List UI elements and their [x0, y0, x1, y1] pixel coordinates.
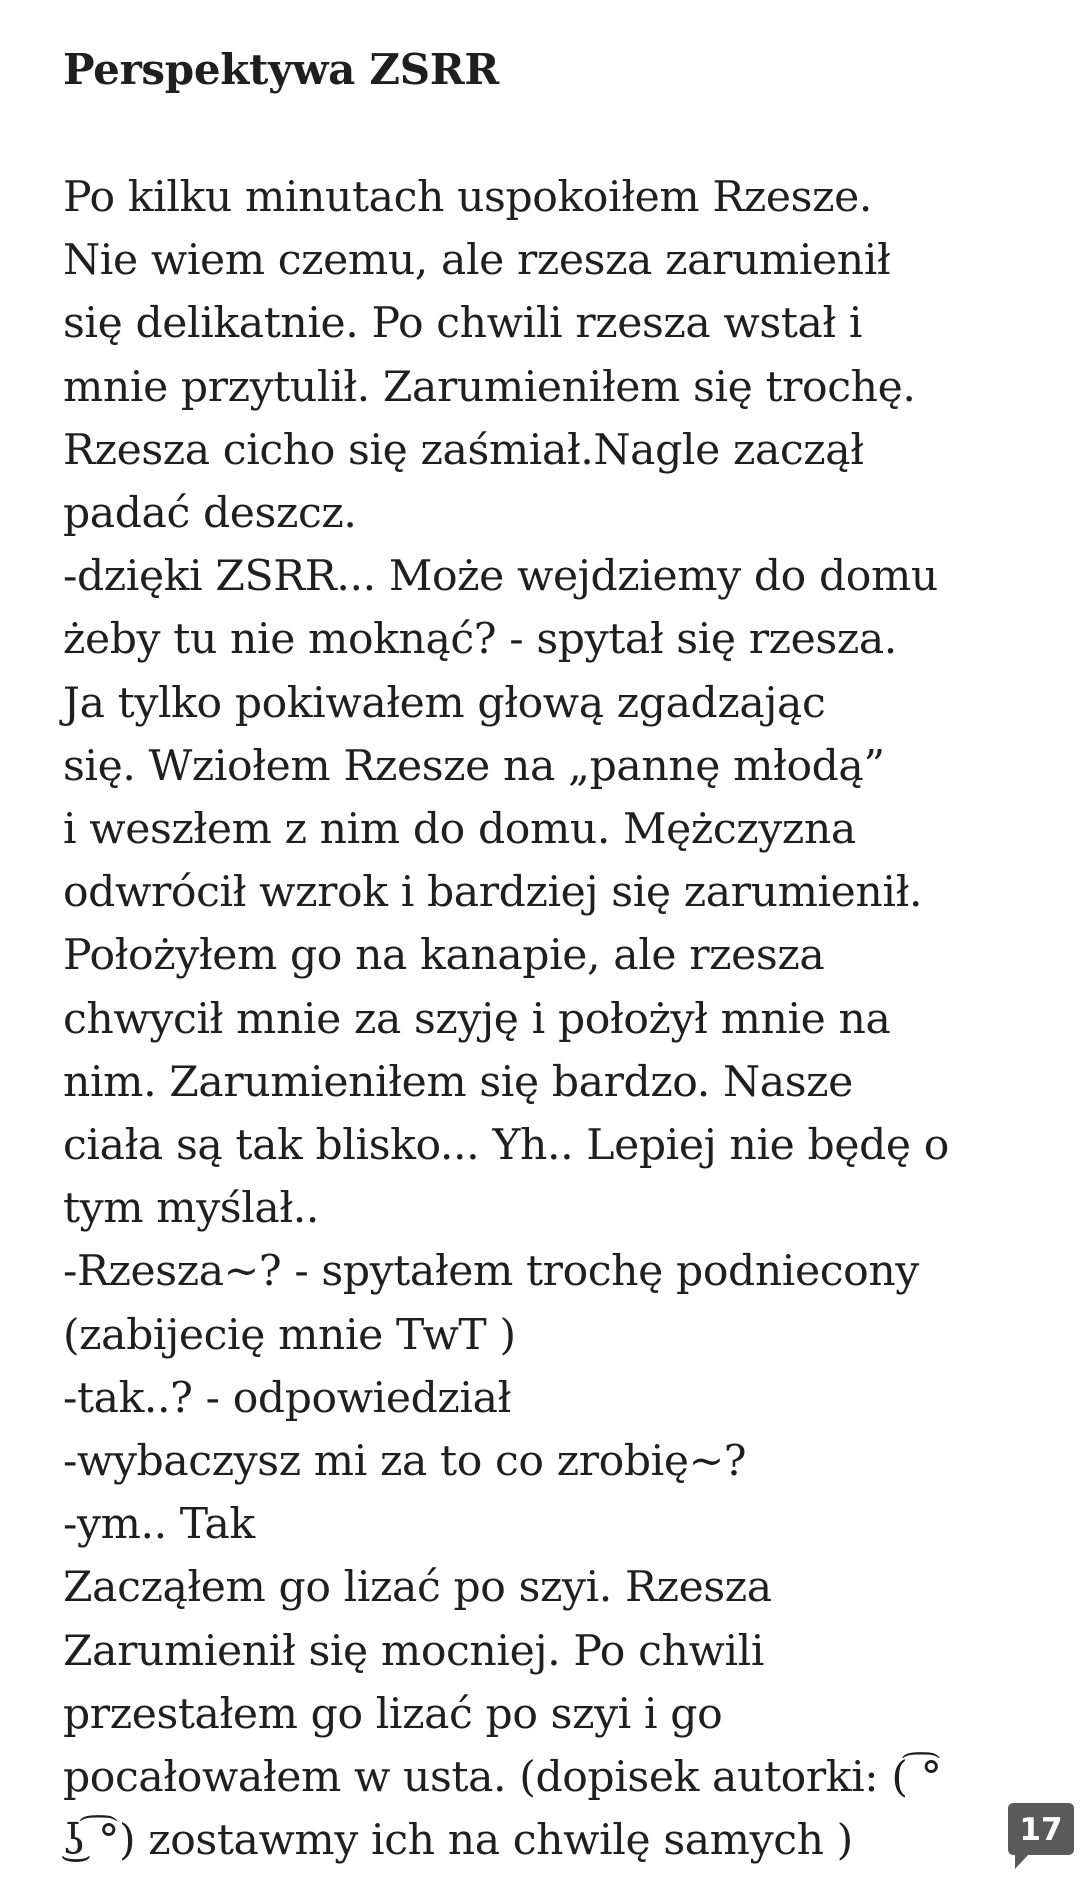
story-text: [63, 166, 1023, 1872]
story-line: odwrócił wzrok i bardziej się zarumienił.: [63, 868, 923, 918]
reader-content: [63, 38, 1023, 1872]
story-line: się delikatnie. Po chwili rzesza wstał i: [63, 299, 863, 349]
story-line: ciała są tak blisko... Yh.. Lepiej nie będę o: [63, 1121, 949, 1171]
comment-count: 17: [1019, 1812, 1063, 1848]
story-line: pocałowałem w usta. (dopisek autorki: ( ͡°: [63, 1753, 942, 1803]
story-line: Położyłem go na kanapie, ale rzesza: [63, 931, 825, 981]
story-line: -ym.. Tak: [63, 1500, 255, 1550]
story-line: i weszłem z nim do domu. Mężczyzna: [63, 805, 856, 855]
story-line: chwycił mnie za szyję i położył mnie na: [63, 994, 891, 1044]
story-line: Nie wiem czemu, ale rzesza zarumienił: [63, 236, 891, 286]
chapter-title: Perspektywa ZSRR: [63, 45, 499, 94]
story-line: -dzięki ZSRR... Może wejdziemy do domu: [63, 552, 938, 602]
story-line: Po kilku minutach uspokoiłem Rzesze.: [63, 173, 872, 222]
story-line: nim. Zarumieniłem się bardzo. Nasze: [63, 1057, 853, 1107]
story-line: Rzesza cicho się zaśmiał.Nagle zaczął: [63, 425, 864, 475]
paragraph-comment-button[interactable]: [1008, 1803, 1074, 1873]
story-line: tym myślał..: [63, 1184, 319, 1234]
story-line: Zarumienił się mocniej. Po chwili: [63, 1626, 765, 1676]
story-line: padać deszcz.: [63, 489, 357, 539]
story-line: Zacząłem go lizać po szyi. Rzesza: [63, 1563, 772, 1613]
story-line: się. Wziołem Rzesze na „pannę młodą”: [63, 741, 885, 791]
story-line: żeby tu nie moknąć? - spytał się rzesza.: [63, 615, 897, 665]
story-line: -tak..? - odpowiedział: [63, 1373, 511, 1423]
story-line: Ja tylko pokiwałem głową zgadzając: [63, 678, 826, 728]
story-line: (zabijecię mnie TwT ): [63, 1310, 516, 1360]
story-line: -Rzesza~? - spytałem trochę podniecony: [63, 1247, 919, 1297]
story-line: mnie przytulił. Zarumieniłem się trochę.: [63, 362, 916, 412]
story-line: -wybaczysz mi za to co zrobię~?: [63, 1437, 747, 1487]
story-line: ͜ʖ ͡°) zostawmy ich na chwilę samych ): [63, 1816, 853, 1866]
story-line: przestałem go lizać po szyi i go: [63, 1689, 723, 1739]
